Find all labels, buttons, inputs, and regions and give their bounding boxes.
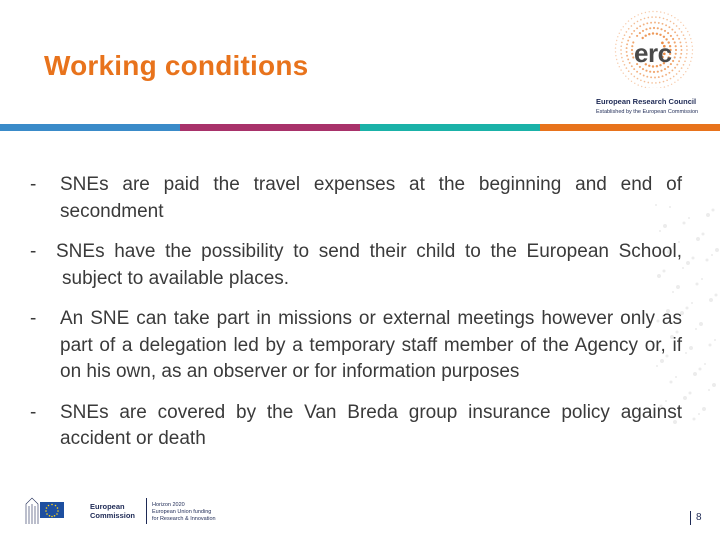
erc-dot <box>626 43 628 45</box>
erc-dot <box>667 14 668 15</box>
erc-dot <box>666 79 668 81</box>
erc-dot <box>681 49 683 51</box>
erc-dot <box>626 67 628 69</box>
bullet-dash: - <box>30 241 37 262</box>
erc-dot <box>666 19 668 21</box>
erc-dot <box>625 76 626 77</box>
erc-dot <box>659 34 661 36</box>
erc-dot <box>636 71 638 73</box>
erc-dot <box>656 11 657 12</box>
erc-dot <box>659 17 661 19</box>
erc-dot <box>678 28 680 30</box>
erc-dot <box>670 35 672 37</box>
erc-dot <box>676 73 678 75</box>
band-segment-orange <box>540 124 720 131</box>
erc-dot <box>678 70 680 72</box>
erc-dot <box>620 49 622 51</box>
decorative-dot <box>682 267 684 269</box>
page-title: Working conditions <box>44 50 309 81</box>
erc-dot <box>626 55 628 57</box>
decorative-dot <box>683 222 686 225</box>
band-segment-blue <box>0 124 180 131</box>
decorative-dot <box>715 248 719 252</box>
erc-dot <box>673 23 675 25</box>
erc-dot <box>670 21 672 23</box>
decorative-dot <box>695 328 697 330</box>
decorative-dot <box>712 209 715 212</box>
erc-dot <box>631 18 632 19</box>
erc-dot <box>662 23 664 25</box>
erc-dot <box>626 47 628 49</box>
erc-dot <box>683 74 684 75</box>
ec-line-1: European <box>90 502 125 511</box>
erc-dot <box>625 23 626 24</box>
erc-dot <box>679 57 681 59</box>
erc-dot <box>657 27 659 29</box>
erc-dot <box>658 76 660 78</box>
erc-dot <box>667 85 668 86</box>
erc-dot <box>674 17 675 18</box>
erc-dot <box>675 45 677 47</box>
erc-dot <box>657 71 659 73</box>
erc-dot <box>680 77 681 78</box>
erc-logo-tagline: Established by the European Commission <box>596 109 699 115</box>
erc-dot <box>674 56 676 58</box>
erc-dot <box>678 38 680 40</box>
erc-dot <box>624 64 626 66</box>
erc-dot <box>628 78 629 79</box>
erc-dot <box>626 31 628 33</box>
erc-dot <box>683 34 685 36</box>
erc-dot <box>652 32 654 34</box>
erc-dot <box>655 82 657 84</box>
erc-dot <box>615 47 616 48</box>
erc-dot <box>615 55 616 56</box>
decorative-dot <box>696 283 699 286</box>
decorative-dot <box>689 392 692 395</box>
erc-dot <box>664 12 665 13</box>
erc-dot <box>616 40 617 41</box>
erc-dot <box>645 87 646 88</box>
erc-dot <box>647 82 649 84</box>
erc-dot <box>650 76 652 78</box>
erc-dot <box>684 38 686 40</box>
erc-dot <box>646 76 648 78</box>
erc-dot <box>636 35 638 37</box>
erc-dot <box>677 79 678 80</box>
ec-logo-text <box>90 502 135 520</box>
erc-dot <box>691 42 692 43</box>
erc-dot <box>691 57 692 58</box>
erc-dot <box>621 57 623 59</box>
erc-dot <box>672 38 674 40</box>
erc-dot <box>660 11 661 12</box>
erc-dot <box>665 74 667 76</box>
erc-dot <box>646 22 648 24</box>
erc-dot <box>637 78 639 80</box>
erc-dot <box>628 28 630 30</box>
erc-dot <box>676 34 678 36</box>
horizon-2020-text <box>152 502 216 523</box>
bullet-text: An SNE can take part in missions or external meetings however only as part of a delegation led by a temporary staff member of the Agency or, if on his own, as an observer or for information purposes <box>60 308 682 382</box>
erc-dot <box>690 61 691 62</box>
erc-dot <box>628 20 629 21</box>
erc-dot <box>680 22 681 23</box>
erc-dot <box>631 73 633 75</box>
decorative-dot <box>712 383 716 387</box>
erc-dot <box>642 30 644 32</box>
erc-dot <box>653 27 655 29</box>
bullet-item <box>30 172 682 225</box>
footer-divider <box>146 498 147 524</box>
erc-dot <box>641 13 642 14</box>
erc-dot <box>644 18 646 20</box>
erc-logo-word: erc <box>634 38 672 68</box>
erc-dot <box>656 33 658 35</box>
erc-dot <box>629 36 631 38</box>
erc-dot <box>643 24 645 26</box>
decorative-dot <box>693 418 696 421</box>
decorative-dot <box>688 217 690 219</box>
erc-dot <box>672 60 674 62</box>
decorative-dot <box>691 302 693 304</box>
erc-logo <box>596 8 708 120</box>
h2020-line-1: Horizon 2020 <box>152 502 185 508</box>
erc-dot <box>679 41 681 43</box>
decorative-dot <box>686 261 690 265</box>
erc-dot <box>680 53 682 55</box>
decorative-dot <box>709 344 712 347</box>
erc-dot <box>686 53 688 55</box>
decorative-dot <box>701 278 703 280</box>
erc-dot <box>681 67 683 69</box>
erc-dot <box>678 60 680 62</box>
decorative-dot <box>702 407 706 411</box>
erc-dot <box>637 21 639 23</box>
bullet-list <box>30 172 682 467</box>
erc-dot <box>639 73 641 75</box>
h2020-line-3: for Research & Innovation <box>152 516 216 522</box>
erc-dot <box>685 28 686 29</box>
erc-dot <box>683 64 685 66</box>
erc-dot <box>674 67 676 69</box>
ec-line-2: Commission <box>90 511 136 520</box>
erc-dot <box>686 45 688 47</box>
european-commission-logo <box>24 494 234 528</box>
erc-dot <box>663 18 665 20</box>
erc-dot <box>615 44 616 45</box>
erc-dot <box>692 49 693 50</box>
erc-dot <box>649 27 651 29</box>
decorative-dot <box>704 363 706 365</box>
erc-dot <box>677 19 678 20</box>
erc-dot <box>676 25 678 27</box>
erc-dot <box>631 49 633 51</box>
erc-dot <box>671 15 672 16</box>
erc-dot <box>675 53 677 55</box>
erc-dot <box>644 81 646 83</box>
erc-dot <box>636 27 638 29</box>
erc-dot <box>692 46 693 47</box>
erc-dot <box>639 25 641 27</box>
erc-dot <box>624 34 626 36</box>
erc-dot <box>655 16 657 18</box>
erc-dot <box>680 45 682 47</box>
decorative-dot <box>689 346 693 350</box>
erc-dot <box>674 41 676 43</box>
erc-dot <box>654 22 656 24</box>
decorative-dot <box>699 368 702 371</box>
erc-dot <box>689 64 690 65</box>
decorative-dot <box>685 352 687 354</box>
erc-dot <box>628 70 630 72</box>
erc-dot <box>660 70 662 72</box>
decorative-dot <box>709 298 713 302</box>
erc-logo-name: European Research Council <box>596 97 697 106</box>
erc-dot <box>671 29 673 31</box>
bullet-text: SNEs are covered by the Van Breda group insurance policy against accident or death <box>60 401 682 449</box>
bullet-dash: - <box>30 401 37 423</box>
erc-dot <box>620 53 622 55</box>
erc-dot <box>619 33 620 34</box>
bullet-item <box>30 400 682 453</box>
erc-dot <box>645 28 647 30</box>
erc-dot <box>620 45 622 47</box>
erc-dot <box>684 60 686 62</box>
erc-dot <box>650 22 652 24</box>
erc-dot <box>634 16 635 17</box>
erc-dot <box>673 76 675 78</box>
erc-dot <box>648 33 650 35</box>
erc-dot <box>664 30 666 32</box>
erc-dot <box>631 33 633 35</box>
erc-dot <box>685 42 687 44</box>
decorative-dot <box>692 257 695 260</box>
erc-dot <box>645 70 647 72</box>
erc-dot <box>643 75 645 77</box>
erc-dot <box>616 59 617 60</box>
bullet-dash: - <box>30 174 37 195</box>
erc-dot <box>623 26 624 27</box>
erc-dot <box>674 31 676 33</box>
color-band <box>0 124 720 131</box>
erc-dot <box>647 17 649 19</box>
erc-dot <box>626 51 628 53</box>
erc-dot <box>620 69 621 70</box>
band-segment-magenta <box>180 124 360 131</box>
erc-dot <box>652 11 653 12</box>
erc-dot <box>675 49 677 51</box>
bullet-dash: - <box>30 308 37 329</box>
erc-dot <box>649 11 650 12</box>
decorative-dot <box>715 294 718 297</box>
erc-dot <box>631 81 632 82</box>
erc-dot <box>638 84 639 85</box>
erc-dot <box>689 34 690 35</box>
decorative-dot <box>706 259 709 262</box>
band-segment-teal <box>360 124 540 131</box>
erc-dot <box>687 68 688 69</box>
ec-emblem-icon <box>24 494 86 528</box>
erc-dot <box>631 25 633 27</box>
erc-dot <box>622 60 624 62</box>
erc-dot <box>631 65 633 67</box>
decorative-dot <box>699 322 703 326</box>
erc-dot <box>633 30 635 32</box>
erc-dot <box>664 86 665 87</box>
decorative-dot <box>683 396 687 400</box>
erc-dot <box>663 81 665 83</box>
erc-dot <box>649 71 651 73</box>
erc-dot <box>653 71 655 73</box>
decorative-dot <box>706 213 710 217</box>
erc-dot <box>659 82 661 84</box>
erc-dot <box>651 82 653 84</box>
bullet-item <box>30 306 682 386</box>
h2020-line-2: European Union funding <box>152 509 212 515</box>
bullet-text: SNEs are paid the travel expenses at the beginning and end of secondment <box>60 174 682 222</box>
erc-dot <box>633 76 635 78</box>
erc-dot <box>668 26 670 28</box>
decorative-dot <box>698 413 700 415</box>
erc-dot <box>627 40 629 42</box>
erc-dot <box>685 57 687 59</box>
erc-dot <box>638 14 639 15</box>
decorative-dot <box>702 233 705 236</box>
erc-dot <box>634 83 635 84</box>
erc-dot <box>686 49 688 51</box>
erc-dot <box>639 32 641 34</box>
erc-dot <box>629 62 631 64</box>
erc-dot <box>665 24 667 26</box>
erc-dot <box>651 16 653 18</box>
erc-dot <box>668 72 670 74</box>
erc-dot <box>627 58 629 60</box>
page-number: 8 <box>690 511 702 525</box>
erc-dot <box>619 66 620 67</box>
erc-dot <box>658 22 660 24</box>
erc-dot <box>654 77 656 79</box>
erc-dot <box>660 87 661 88</box>
bullet-item <box>30 239 682 292</box>
erc-dot <box>644 34 646 36</box>
erc-dot <box>685 71 686 72</box>
decorative-dot <box>714 339 716 341</box>
erc-dot <box>645 12 646 13</box>
erc-dot <box>621 42 623 44</box>
erc-dot <box>640 19 642 21</box>
erc-dot <box>687 31 688 32</box>
decorative-dot <box>711 254 713 256</box>
decorative-dot <box>708 389 710 391</box>
erc-dot <box>615 51 616 52</box>
erc-dot <box>617 36 618 37</box>
erc-dot <box>676 64 678 66</box>
erc-dot <box>662 75 664 77</box>
erc-dot <box>623 73 624 74</box>
bullet-text: SNEs have the possibility to send their child to the European School, subject to available places. <box>56 241 682 289</box>
erc-dot <box>660 28 662 30</box>
erc-dot <box>683 25 684 26</box>
erc-dot <box>690 38 691 39</box>
erc-dot <box>620 29 621 30</box>
erc-dot <box>667 32 669 34</box>
erc-dot <box>622 38 624 40</box>
erc-dot <box>640 79 642 81</box>
erc-dot <box>617 63 618 64</box>
erc-dot <box>692 53 693 54</box>
erc-dot <box>670 78 672 80</box>
erc-dot <box>674 82 675 83</box>
erc-dot <box>681 31 683 33</box>
erc-dot <box>641 86 642 87</box>
decorative-dot <box>693 372 697 376</box>
decorative-dot <box>686 307 689 310</box>
erc-dot <box>633 23 635 25</box>
erc-dot <box>671 84 672 85</box>
erc-dot <box>671 69 673 71</box>
decorative-dot <box>696 237 700 241</box>
